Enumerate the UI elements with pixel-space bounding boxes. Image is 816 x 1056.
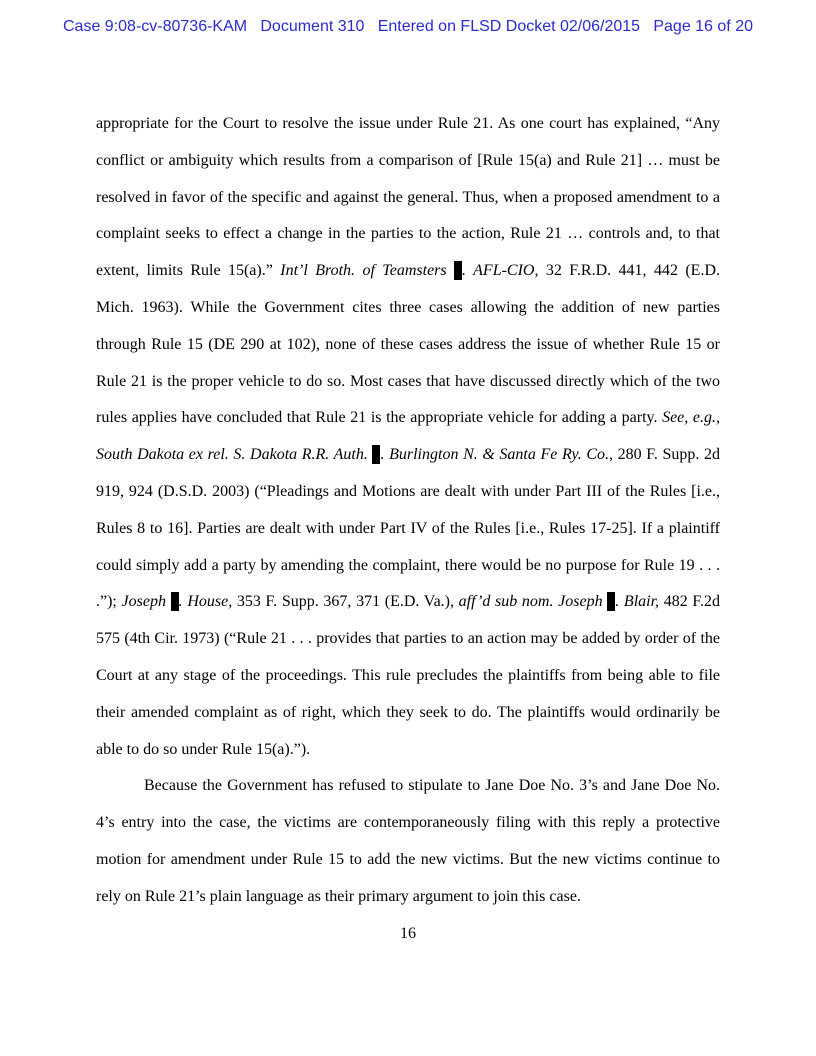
paragraph — [96, 106, 720, 768]
text-segment: 482 F.2d — [659, 593, 721, 611]
text-line: motion for amendment under Rule 15 to add the new victims. But the new victims continue to — [96, 850, 720, 868]
text-segment: , 32 F.R.D. 441, 442 (E.D. — [534, 262, 721, 280]
text-line — [96, 400, 720, 437]
text-line: able to do so under Rule 15(a).”). — [96, 740, 311, 758]
body-text — [96, 106, 720, 916]
signal-phrase: See, e.g., — [662, 409, 720, 427]
paragraph — [96, 768, 720, 915]
case-citation: Int’l Broth. of Teamsters — [280, 262, 455, 280]
text-line: through Rule 15 (DE 290 at 102), none of these cases address the issue of whether Rule 15 or — [96, 335, 720, 353]
redaction-block — [454, 261, 462, 280]
case-citation: . Burlington N. & Santa Fe Ry. Co. — [380, 446, 609, 464]
case-number: Case 9:08-cv-80736-KAM — [63, 18, 248, 35]
text-line: rely on Rule 21’s plain language as their primary argument to join this case. — [96, 887, 581, 905]
text-line: Mich. 1963). While the Government cites three cases allowing the addition of new parties — [96, 298, 720, 316]
text-line: 575 (4th Cir. 1973) (“Rule 21 . . . provides that parties to an action may be added by order of the — [96, 630, 720, 648]
text-line: Court at any stage of the proceedings. This rule precludes the plaintiffs from being able to file — [96, 666, 720, 684]
document-number: Document 310 — [260, 18, 365, 35]
redaction-block — [171, 592, 179, 611]
text-line: 919, 924 (D.S.D. 2003) (“Pleadings and Motions are dealt with under Part III of the Rules [i.e., — [96, 482, 720, 500]
text-line — [96, 584, 720, 621]
text-line: Because the Government has refused to stipulate to Jane Doe No. 3’s and Jane Doe No. — [144, 777, 720, 795]
case-citation: . AFL-CIO — [462, 262, 535, 280]
text-line: Rules 8 to 16]. Parties are dealt with under Part IV of the Rules [i.e., Rules 17-25]. If a plaintiff — [96, 519, 720, 537]
page-number: 16 — [400, 924, 416, 942]
text-segment: 353 F. Supp. 367, 371 (E.D. Va.), — [232, 593, 459, 611]
text-line: their amended complaint as of right, which they seek to do. The plaintiffs would ordinarily be — [96, 703, 720, 721]
case-citation: . Blair, — [615, 593, 660, 611]
text-segment: extent, limits Rule 15(a).” — [96, 262, 281, 280]
text-line: 4’s entry into the case, the victims are contemporaneously filing with this reply a protective — [96, 814, 720, 832]
text-line: Rule 21 is the proper vehicle to do so. Most cases that have discussed directly which of the two — [96, 372, 720, 390]
case-citation: Joseph — [121, 593, 171, 611]
text-line: complaint seeks to effect a change in the parties to the action, Rule 21 … controls and, to that — [96, 225, 720, 243]
docket-entry-date: Entered on FLSD Docket 02/06/2015 — [377, 18, 641, 35]
case-citation: South Dakota ex rel. S. Dakota R.R. Auth. — [96, 446, 373, 464]
text-line — [96, 437, 720, 474]
text-segment: , 280 F. Supp. 2d — [609, 446, 721, 464]
ecf-header — [63, 18, 753, 36]
text-line: could simply add a party by amending the complaint, there would be no purpose for Rule 19 . . . — [96, 556, 720, 574]
text-segment: .”); — [96, 593, 122, 611]
case-citation: . House, — [178, 593, 233, 611]
text-line — [96, 253, 720, 290]
case-citation: aff’d sub nom. Joseph — [458, 593, 608, 611]
text-line: conflict or ambiguity which results from a comparison of [Rule 15(a) and Rule 21] … must be — [96, 151, 720, 169]
text-line: appropriate for the Court to resolve the issue under Rule 21. As one court has explained, “Any — [96, 115, 720, 132]
page-count: Page 16 of 20 — [653, 18, 753, 35]
text-segment: rules applies have concluded that Rule 21 is the appropriate vehicle for adding a party. — [96, 409, 663, 427]
text-line: resolved in favor of the specific and against the general. Thus, when a proposed amendment to a — [96, 188, 720, 206]
